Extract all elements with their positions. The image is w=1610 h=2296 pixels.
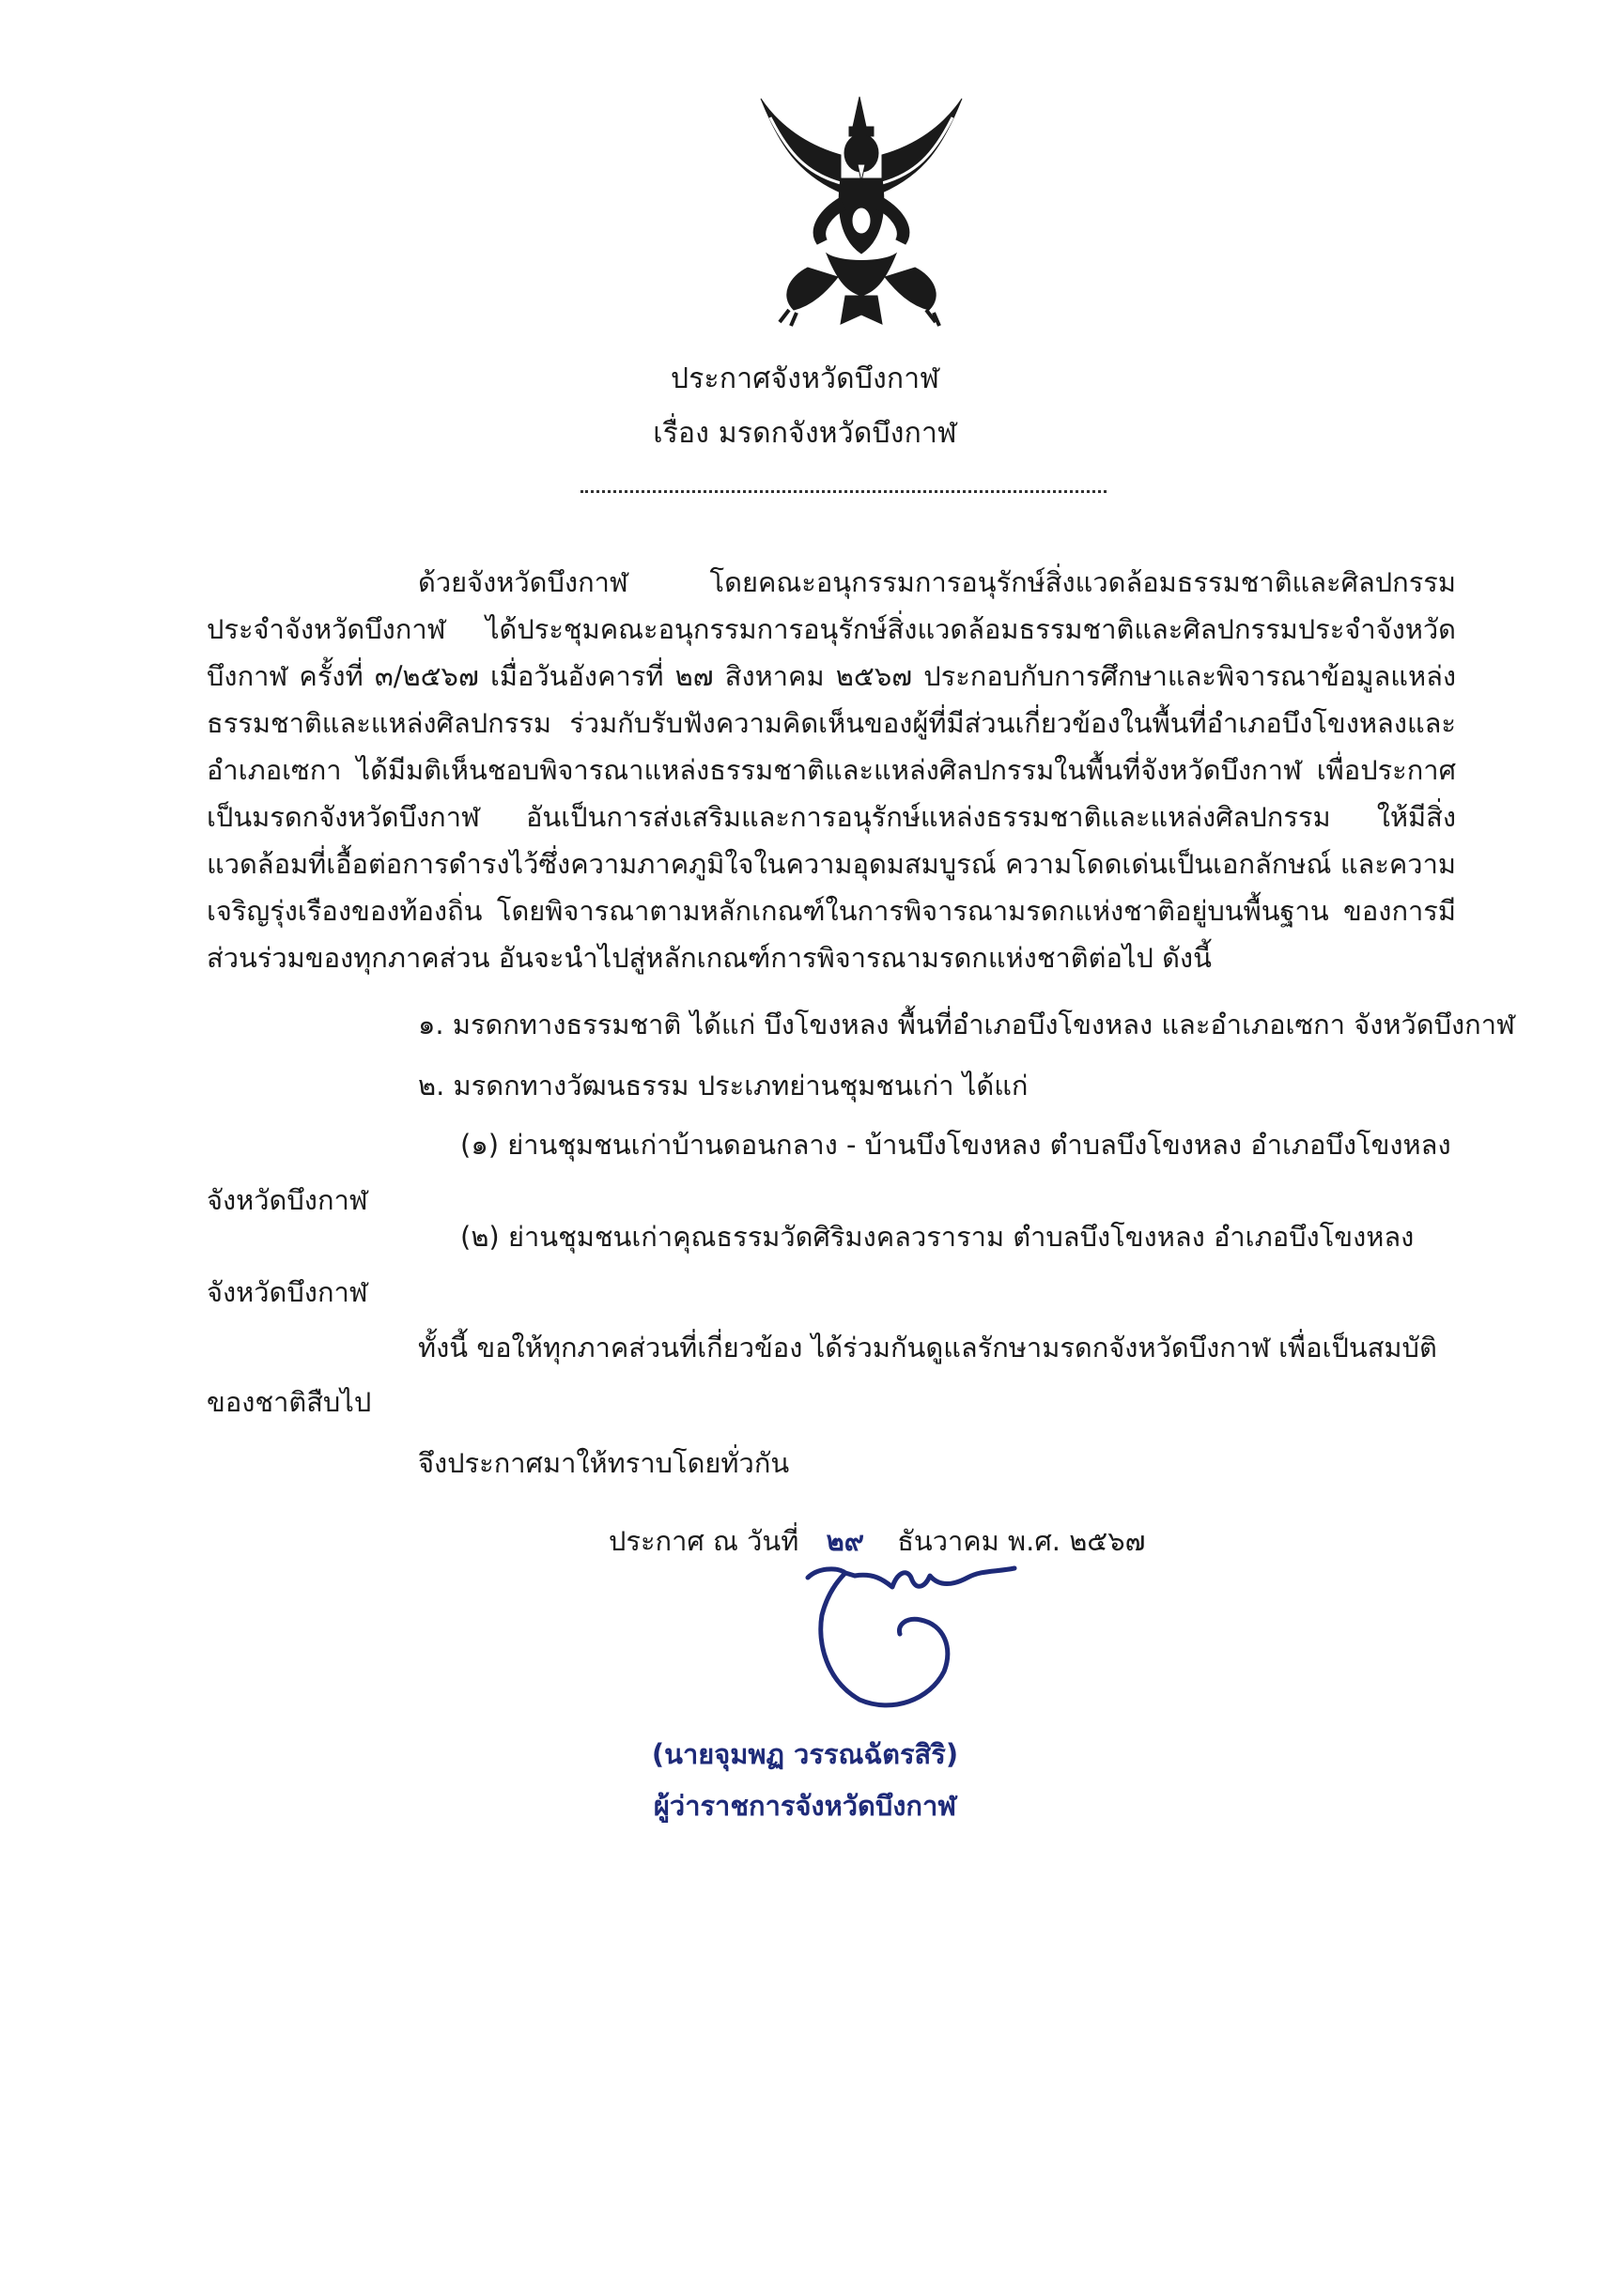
garuda-emblem-icon xyxy=(751,89,968,333)
item-natural-heritage: ๑. มรดกทางธรรมชาติ ได้แก่ บึงโขงหลง พื้นที่อำเภอบึงโขงหลง และอำเภอเซกา จังหวัดบึงกาฬ xyxy=(418,1009,1515,1040)
sub-item-1-cont: จังหวัดบึงกาฬ xyxy=(207,1184,368,1216)
announcement-subject: เรื่อง มรดกจังหวัดบึงกาฬ xyxy=(653,417,957,450)
sub-item-2-cont: จังหวัดบึงกาฬ xyxy=(207,1276,368,1308)
signature-icon xyxy=(789,1559,1033,1718)
date-day: ๒๙ xyxy=(826,1525,864,1557)
sub-item-2: (๒) ย่านชุมชนเก่าคุณธรรมวัดศิริมงคลวราราม ตำบลบึงโขงหลง อำเภอบึงโขงหลง xyxy=(460,1221,1415,1253)
closing-statement-cont: ของชาติสืบไป xyxy=(207,1386,372,1418)
announce-line: จึงประกาศมาให้ทราบโดยทั่วกัน xyxy=(418,1447,790,1479)
signer-position: ผู้ว่าราชการจังหวัดบึงกาฬ xyxy=(653,1790,957,1822)
date-line xyxy=(609,1519,1145,1563)
date-month-year: ธันวาคม พ.ศ. ๒๕๖๗ xyxy=(897,1525,1146,1557)
intro-paragraph: ด้วยจังหวัดบึงกาฬ โดยคณะอนุกรรมการอนุรักษ์สิ่งแวดล้อมธรรมชาติและศิลปกรรมประจำจังหวัดบึงกาฬ ได้ประชุมคณะอนุกรรมการอนุรักษ์สิ่งแวดล้อมธรรมชาติและศิลปกรรมประจำจังหวัดบึงกาฬ ครั้งที่ ๓/๒๕๖๗ เมื่อวันอังคารที่ ๒๗ สิงหาคม ๒๕๖๗ ประกอบกับการศึกษาและพิจารณาข้อมูลแหล่งธรรมชาติและแหล่งศิลปกรรม ร่วมกับรับฟังความคิดเห็นของผู้ที่มีส่วนเกี่ยวข้องในพื้นที่อำเภอบึงโขงหลงและอำเภอเซกา ได้มีมติเห็นชอบพิจารณาแหล่งธรรมชาติและแหล่งศิลปกรรมในพื้นที่จังหวัดบึงกาฬ เพื่อประกาศเป็นมรดกจังหวัดบึงกาฬ อันเป็นการส่งเสริมและการอนุรักษ์แหล่งธรรมชาติและแหล่งศิลปกรรม ให้มีสิ่งแวดล้อมที่เอื้อต่อการดำรงไว้ซึ่งความภาคภูมิใจในความอุดมสมบูรณ์ ความโดดเด่นเป็นเอกลักษณ์ และความเจริญรุ่งเรืองของท้องถิ่น โดยพิจารณาตามหลักเกณฑ์ในการพิจารณามรดกแห่งชาติอยู่บนพื้นฐาน ของการมีส่วนร่วมของทุกภาคส่วน อันจะนำไปสู่หลักเกณฑ์การพิจารณามรดกแห่งชาติต่อไป ดังนี้ xyxy=(207,566,1456,974)
dotted-divider xyxy=(581,490,1107,493)
signer-name: (นายจุมพฏ วรรณฉัตรสิริ) xyxy=(651,1738,959,1770)
item-cultural-heritage: ๒. มรดกทางวัฒนธรรม ประเภทย่านชุมชนเก่า ได้แก่ xyxy=(418,1070,1029,1102)
closing-statement: ทั้งนี้ ขอให้ทุกภาคส่วนที่เกี่ยวข้อง ได้ร่วมกันดูแลรักษามรดกจังหวัดบึงกาฬ เพื่อเป็นสมบัติ xyxy=(418,1332,1437,1364)
announcement-title: ประกาศจังหวัดบึงกาฬ xyxy=(670,362,940,395)
sub-item-1: (๑) ย่านชุมชนเก่าบ้านดอนกลาง - บ้านบึงโขงหลง ตำบลบึงโขงหลง อำเภอบึงโขงหลง xyxy=(460,1129,1451,1161)
date-prefix: ประกาศ ณ วันที่ xyxy=(609,1525,799,1557)
